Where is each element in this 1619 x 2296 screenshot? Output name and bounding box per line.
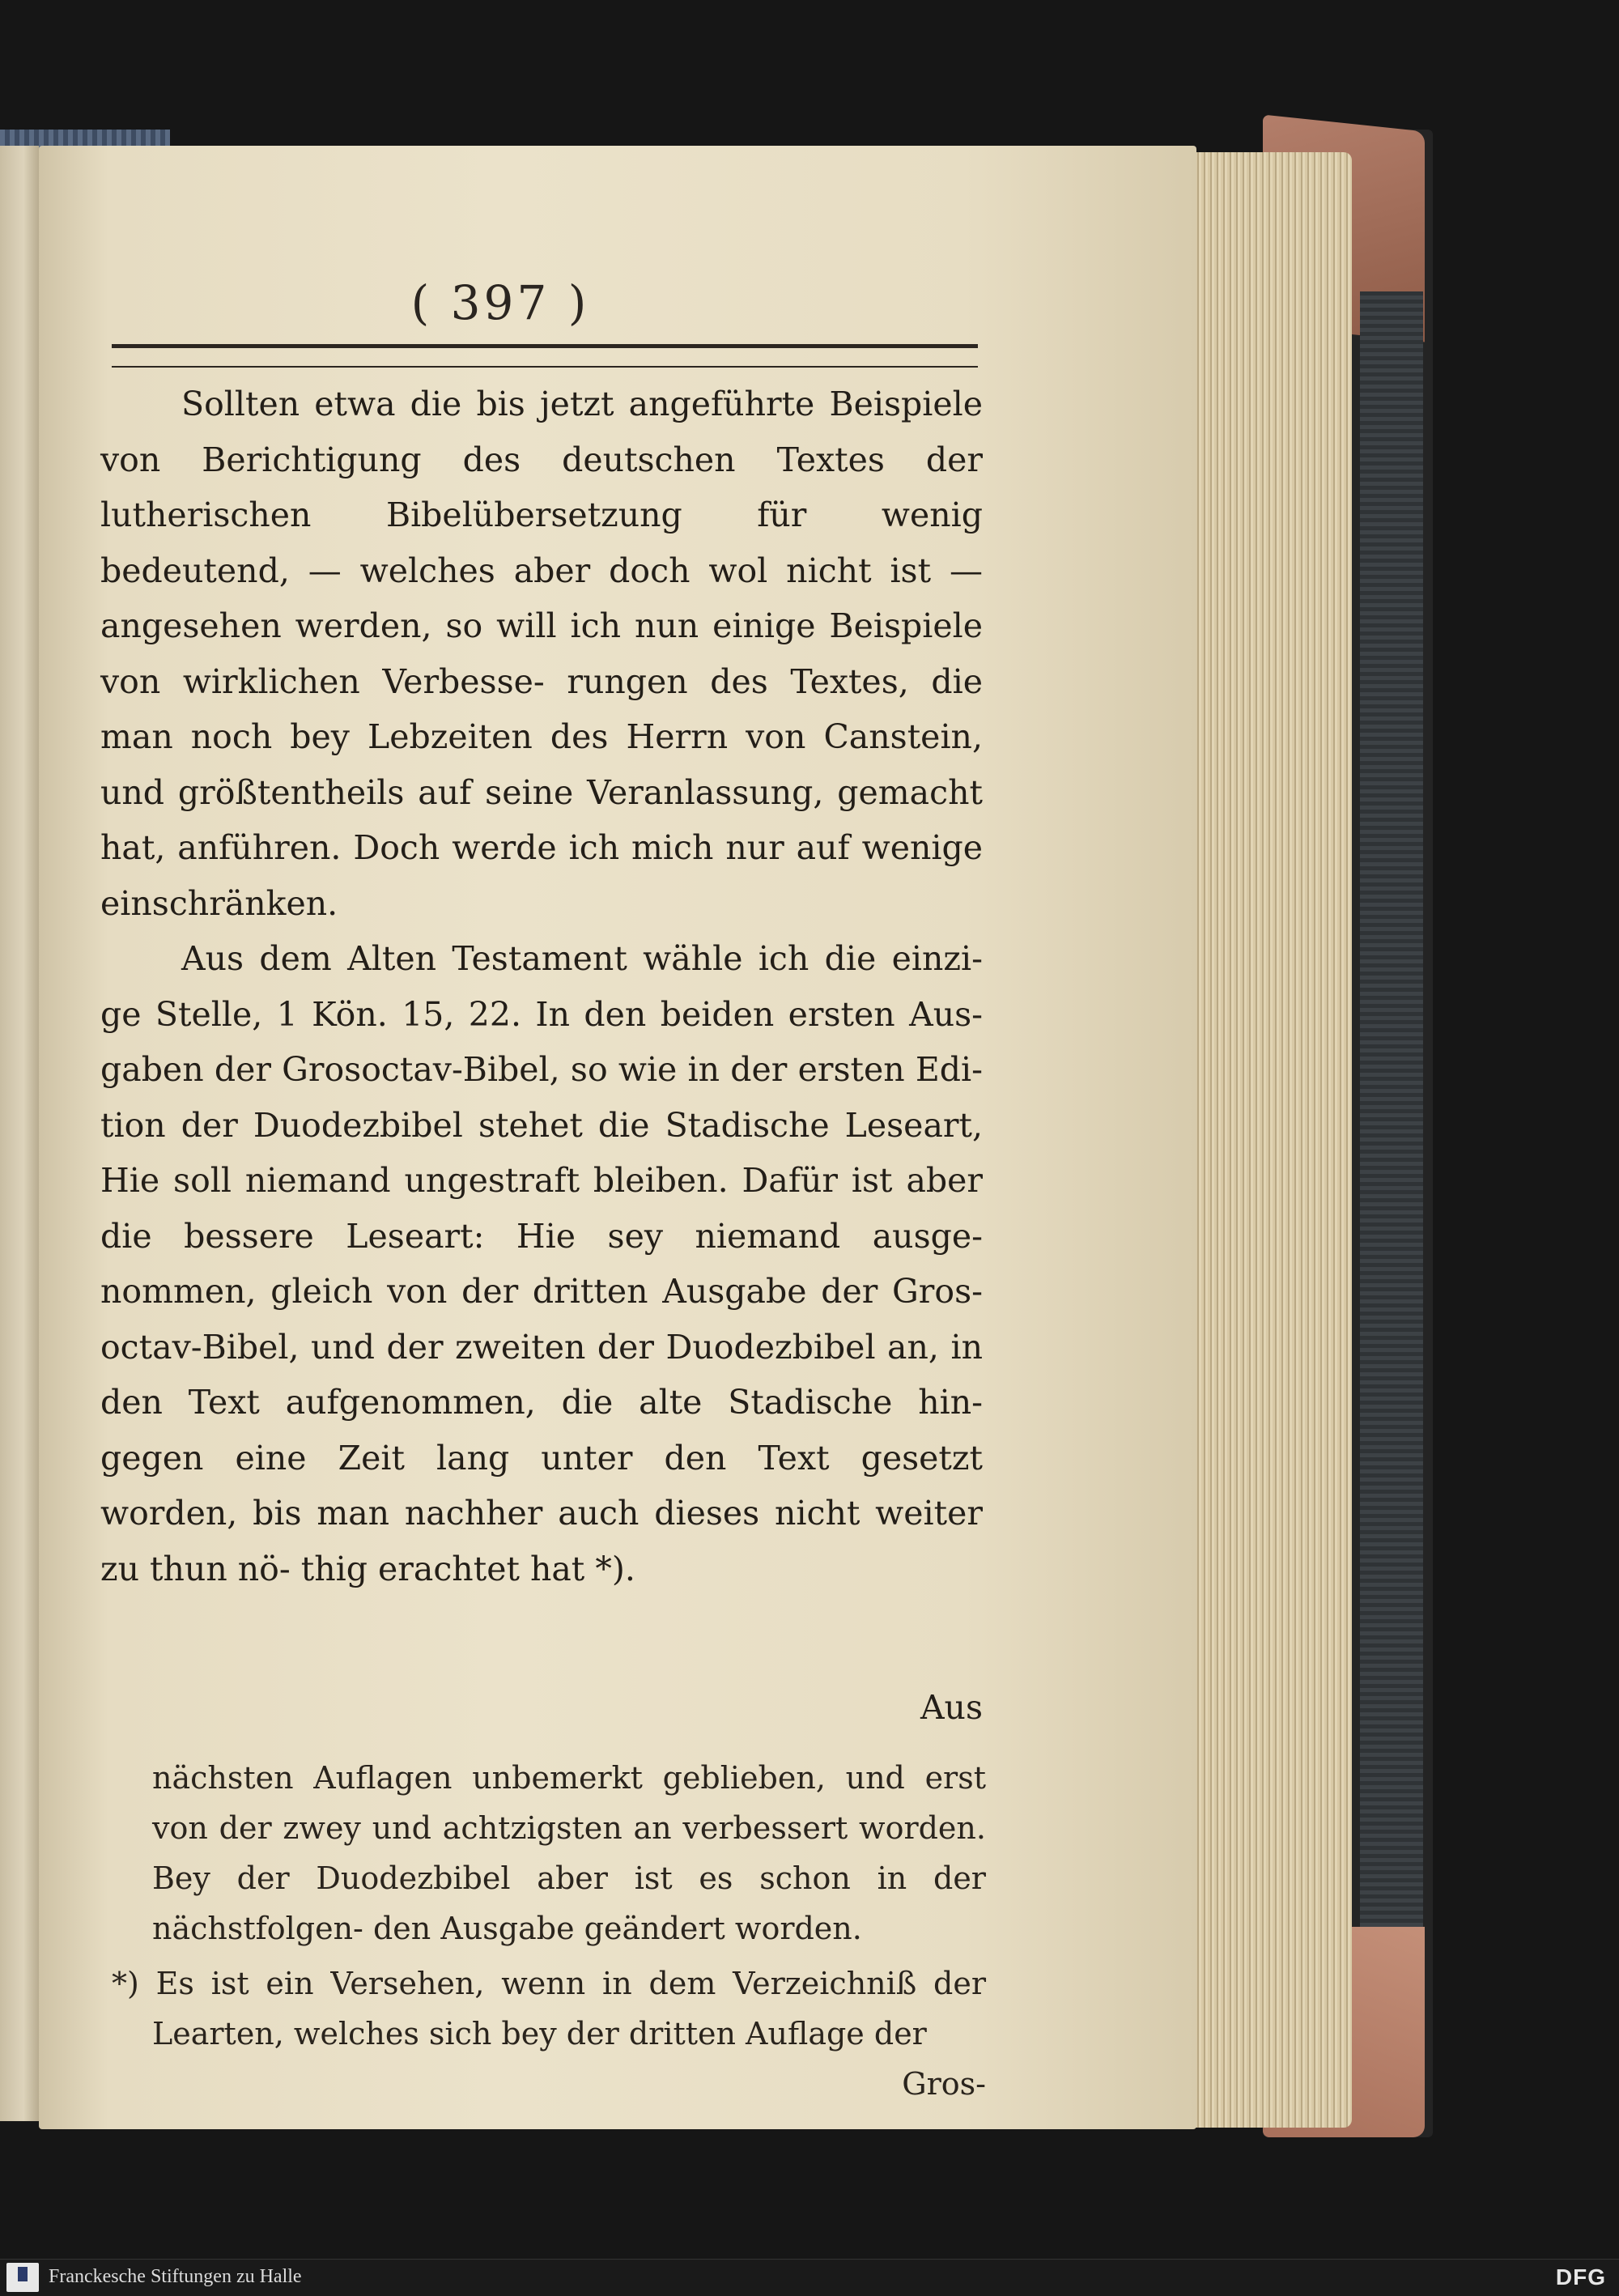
footnote-line: Learten, welches sich bey der dritten Auflage der [152, 2016, 927, 2052]
text-line: Sollten etwa die bis jetzt angeführte Beispiele [181, 385, 983, 423]
text-line: ge Stelle, 1 Kön. 15, 22. In den beiden ersten Aus- [100, 994, 983, 1034]
main-text [100, 376, 983, 1597]
text-line: Aus dem Alten Testament wähle ich die einzi- [181, 939, 983, 978]
footnote-block [112, 1753, 986, 2109]
text-line: Veranlassung, gemacht hat, anführen. Doch werde [100, 772, 983, 867]
paragraph-2 [100, 931, 983, 1597]
catchword: Aus [920, 1688, 983, 1727]
text-line: thig erachtet hat *). [300, 1549, 635, 1588]
page-edges [1182, 152, 1352, 2128]
footnote-line: *) Es ist ein Versehen, wenn in dem Verzeichniß der [112, 1966, 986, 2001]
text-line: von Berichtigung des deutschen Textes der lutherischen [100, 440, 983, 534]
footnote-line: den Ausgabe geändert worden. [372, 1911, 862, 1946]
header-rule [112, 344, 978, 368]
text-line: rungen des Textes, die man noch bey Lebzeiten des [100, 661, 983, 756]
book-page [39, 146, 1196, 2129]
paragraph-1 [100, 376, 983, 931]
text-line: octav-Bibel, und der zweiten der Duodezbibel an, [100, 1327, 939, 1367]
text-line: in den Text aufgenommen, die alte Stadische hin- [100, 1327, 983, 1422]
text-line: nommen, gleich von der dritten Ausgabe der Gros- [100, 1272, 983, 1311]
footnote-continuation [152, 1753, 986, 1954]
text-line: gaben der Grosoctav-Bibel, so wie in der ersten Edi- [100, 1050, 983, 1089]
cloth-cover [1360, 291, 1423, 1975]
footnote [112, 1958, 986, 2059]
text-line: gegen eine Zeit lang unter den Text gesetzt worden, [100, 1438, 983, 1533]
dfg-logo: DFG [1555, 2264, 1606, 2290]
text-line: Hie soll niemand ungestraft bleiben. Dafür ist [100, 1161, 893, 1200]
text-line: ich mich nur auf wenige einschränken. [100, 828, 984, 923]
previous-page-edge [0, 146, 39, 2121]
footnote-line: der zwey und achtzigsten an verbessert worden. Bey [152, 1810, 986, 1896]
text-line: tion der Duodezbibel stehet die Stadische Leseart, [100, 1105, 983, 1145]
institution-name: Franckesche Stiftungen zu Halle [49, 2266, 302, 2287]
page-number: ( 397 ) [410, 275, 590, 330]
institution-logo-icon [6, 2263, 39, 2292]
text-line: Bibelübersetzung für wenig bedeutend, — welches [100, 495, 983, 590]
footnote-catchword: Gros- [902, 2066, 986, 2102]
footer-bar [0, 2259, 1619, 2296]
text-line: aber die bessere Leseart: Hie sey niemand ausge- [100, 1161, 983, 1256]
footnote-line: nächsten Auflagen unbemerkt geblieben, und erst von [152, 1760, 986, 1846]
text-line: aber doch wol nicht ist — angesehen werden, so [100, 551, 983, 645]
text-line: bis man nachher auch dieses nicht weiter zu thun nö- [100, 1494, 983, 1588]
footnote-line: der Duodezbibel aber ist es schon in der nächstfolgen- [152, 1860, 986, 1946]
text-line: Herrn von Canstein, und größtentheils auf seine [100, 717, 983, 812]
text-line: will ich nun einige Beispiele von wirklichen Verbesse- [100, 606, 983, 701]
